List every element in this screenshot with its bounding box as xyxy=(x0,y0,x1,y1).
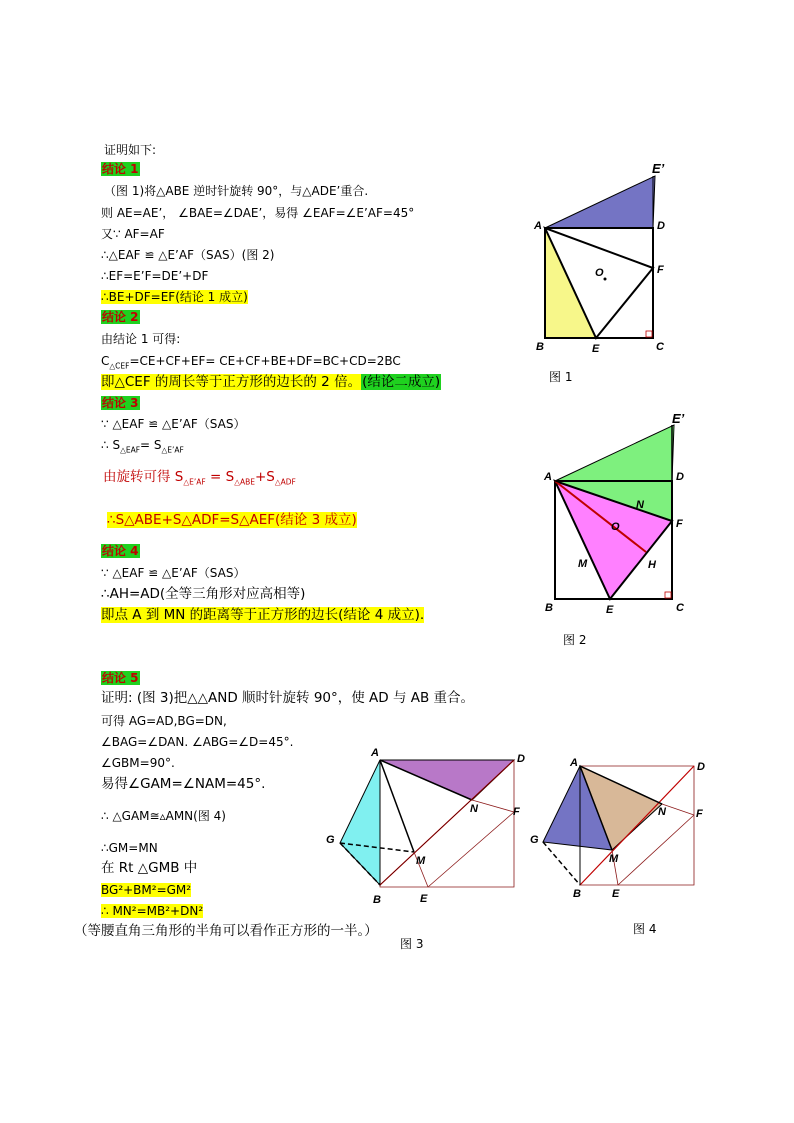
fig1-label-o: O xyxy=(595,267,604,279)
figure-2-caption: 图 2 xyxy=(563,633,587,647)
c2-line3-b: (结论二成立) xyxy=(362,374,441,390)
c1-line1: （图 1)将△ABE 逆时针旋转 90°，与△ADE’重合. xyxy=(104,184,369,198)
fig3-line-am xyxy=(380,760,414,852)
c3-line3-sub: △E’AF xyxy=(183,477,206,487)
c4-line3-a: 即点 A 到 MN 的距离等于正方形的边长 xyxy=(101,607,339,623)
c3-line2-a: ∴ S xyxy=(101,438,121,452)
fig3-label-g: G xyxy=(326,834,335,846)
c5-line2: 可得 AG=AD,BG=DN, xyxy=(101,714,227,728)
c1-line3: 又∵ AF=AF xyxy=(101,227,165,241)
fig3-label-d: D xyxy=(517,753,525,765)
c2-line2-c: C xyxy=(101,354,110,368)
c4-line2: ∴AH=AD(全等三角形对应高相等) xyxy=(101,586,306,602)
conclusion-5-title-text: 结论 5 xyxy=(102,671,139,685)
fig3-label-f: F xyxy=(513,806,520,818)
c5-line11: （等腰直角三角形的半角可以看作正方形的一半。） xyxy=(74,923,378,939)
fig1-triangle-ade-prime xyxy=(545,176,655,228)
figure-4-caption: 图 4 xyxy=(633,922,657,936)
fig2-label-b: B xyxy=(545,602,553,614)
c5-line9-text: BG²+BM²=GM² xyxy=(101,883,192,897)
fig1-label-f: F xyxy=(657,264,664,276)
fig1-label-b: B xyxy=(536,341,544,353)
conclusion-1-title xyxy=(101,161,140,177)
fig4-label-n: N xyxy=(658,806,666,818)
c3-line2-sub1: △EAF xyxy=(120,445,141,455)
fig1-label-eprime: E’ xyxy=(652,161,665,176)
c5-line10-text: ∴ MN²=MB²+DN² xyxy=(101,904,204,918)
fig2-label-o: O xyxy=(611,521,620,533)
c3-line4 xyxy=(107,511,357,530)
c5-line3: ∠BAG=∠DAN. ∠ABG=∠D=45°. xyxy=(101,735,294,749)
fig3-line-ef xyxy=(428,812,514,887)
fig2-label-d: D xyxy=(676,471,684,483)
c5-line9 xyxy=(101,882,191,898)
fig3-label-n: N xyxy=(470,803,478,815)
fig2-label-m: M xyxy=(578,558,588,570)
conclusion-2-title-text: 结论 2 xyxy=(102,310,139,324)
fig1-label-a: A xyxy=(534,220,542,232)
figure-3-caption: 图 3 xyxy=(400,937,424,951)
c3-line1: ∵ △EAF ≌ △E’AF（SAS） xyxy=(101,417,246,431)
c3-line2-b: = S xyxy=(140,438,162,452)
fig3-label-e: E xyxy=(420,893,428,905)
c2-line2 xyxy=(101,353,401,374)
fig2-triangle-ade-prime xyxy=(555,425,674,481)
c3-line4-a: ∴S△ABE+S△ADF=S△AEF xyxy=(107,512,276,528)
fig4-label-m: M xyxy=(609,853,619,865)
fig2-label-n: N xyxy=(636,499,644,511)
conclusion-2-title xyxy=(101,309,140,325)
c3-line3-sub2: △ABE xyxy=(234,477,255,487)
fig1-point-o xyxy=(604,278,607,281)
conclusion-3-title xyxy=(101,395,140,411)
fig1-right-angle xyxy=(646,331,652,337)
figure-2-diagram xyxy=(535,405,695,617)
fig4-line-nf xyxy=(662,804,694,815)
figure-1-caption: 图 1 xyxy=(549,370,573,384)
fig4-line-gb xyxy=(543,842,580,885)
conclusion-5-title xyxy=(101,670,140,686)
c5-line1: 证明: (图 3)把△△AND 顺时针旋转 90°，使 AD 与 AB 重合。 xyxy=(101,690,475,706)
fig3-label-a: A xyxy=(371,747,379,759)
c1-line6-a: ∴BE+DF=EF xyxy=(101,290,176,304)
fig3-label-m: M xyxy=(416,855,426,867)
conclusion-3-title-text: 结论 3 xyxy=(102,396,139,410)
c5-line10 xyxy=(101,903,203,919)
c2-line2-sub: △CEF xyxy=(109,361,130,371)
c5-line7: ∴GM=MN xyxy=(101,841,158,855)
figure-1-diagram xyxy=(520,158,680,358)
c3-line3-c: +S xyxy=(254,469,275,485)
fig2-label-e: E xyxy=(606,604,614,616)
fig3-line-nf xyxy=(472,800,514,812)
figure-3-diagram xyxy=(320,740,545,910)
c4-line1: ∵ △EAF ≌ △E’AF（SAS） xyxy=(101,566,246,580)
fig4-label-g: G xyxy=(530,834,539,846)
c3-line2 xyxy=(101,437,184,458)
c3-line4-b: (结论 3 成立) xyxy=(275,512,357,528)
c5-line4: ∠GBM=90°. xyxy=(101,756,175,770)
fig1-label-d: D xyxy=(657,220,665,232)
conclusion-1-title-text: 结论 1 xyxy=(102,162,139,176)
c4-line3 xyxy=(101,606,424,625)
fig2-right-angle xyxy=(665,592,671,598)
c1-line5: ∴EF=E’F=DE’+DF xyxy=(101,269,209,283)
c5-line8: 在 Rt △GMB 中 xyxy=(101,860,198,876)
fig4-label-f: F xyxy=(696,808,703,820)
conclusion-4-title xyxy=(101,543,140,559)
c3-line3-sub3: △ADF xyxy=(274,477,296,487)
conclusion-4-title-text: 结论 4 xyxy=(102,544,139,558)
fig1-label-e: E xyxy=(592,343,600,355)
fig3-label-b: B xyxy=(373,894,381,906)
c4-line3-b: (结论 4 成立). xyxy=(338,607,425,623)
c2-line1: 由结论 1 可得: xyxy=(101,332,181,346)
c1-line4: ∴△EAF ≌ △E’AF（SAS）(图 2) xyxy=(101,248,275,262)
fig4-label-e: E xyxy=(612,888,620,900)
c3-line3 xyxy=(103,468,296,492)
fig2-label-c: C xyxy=(676,602,684,614)
c3-line3-a: 由旋转可得 S xyxy=(103,469,184,485)
c3-line3-b: = S xyxy=(205,469,235,485)
fig2-label-h: H xyxy=(648,559,656,571)
fig3-triangle-abg xyxy=(340,760,380,885)
c2-line3-a: 即△CEF 的周长等于正方形的边长的 2 倍。 xyxy=(101,374,362,390)
c5-line5: 易得∠GAM=∠NAM=45°. xyxy=(101,776,266,792)
fig3-triangle-and xyxy=(380,760,514,800)
c5-line6: ∴ △GAM≅▵AMN(图 4) xyxy=(101,809,226,823)
c1-line2: 则 AE=AE’， ∠BAE=∠DAE’，易得 ∠EAF=∠E’AF=45° xyxy=(101,206,415,220)
fig2-label-eprime: E’ xyxy=(672,411,685,426)
figure-4-diagram xyxy=(525,750,715,900)
fig2-label-a: A xyxy=(544,471,552,483)
c2-line3 xyxy=(101,373,441,392)
heading: 证明如下: xyxy=(104,143,157,157)
fig4-label-b: B xyxy=(573,888,581,900)
fig1-label-c: C xyxy=(656,341,664,353)
c1-line6 xyxy=(101,289,248,305)
fig2-label-f: F xyxy=(676,518,683,530)
c3-line2-sub2: △E’AF xyxy=(161,445,184,455)
fig4-label-a: A xyxy=(570,757,578,769)
c2-line2-rest: =CE+CF+EF= CE+CF+BE+DF=BC+CD=2BC xyxy=(129,354,401,368)
c1-line6-b: (结论 1 成立) xyxy=(175,290,248,304)
fig4-label-d: D xyxy=(697,761,705,773)
